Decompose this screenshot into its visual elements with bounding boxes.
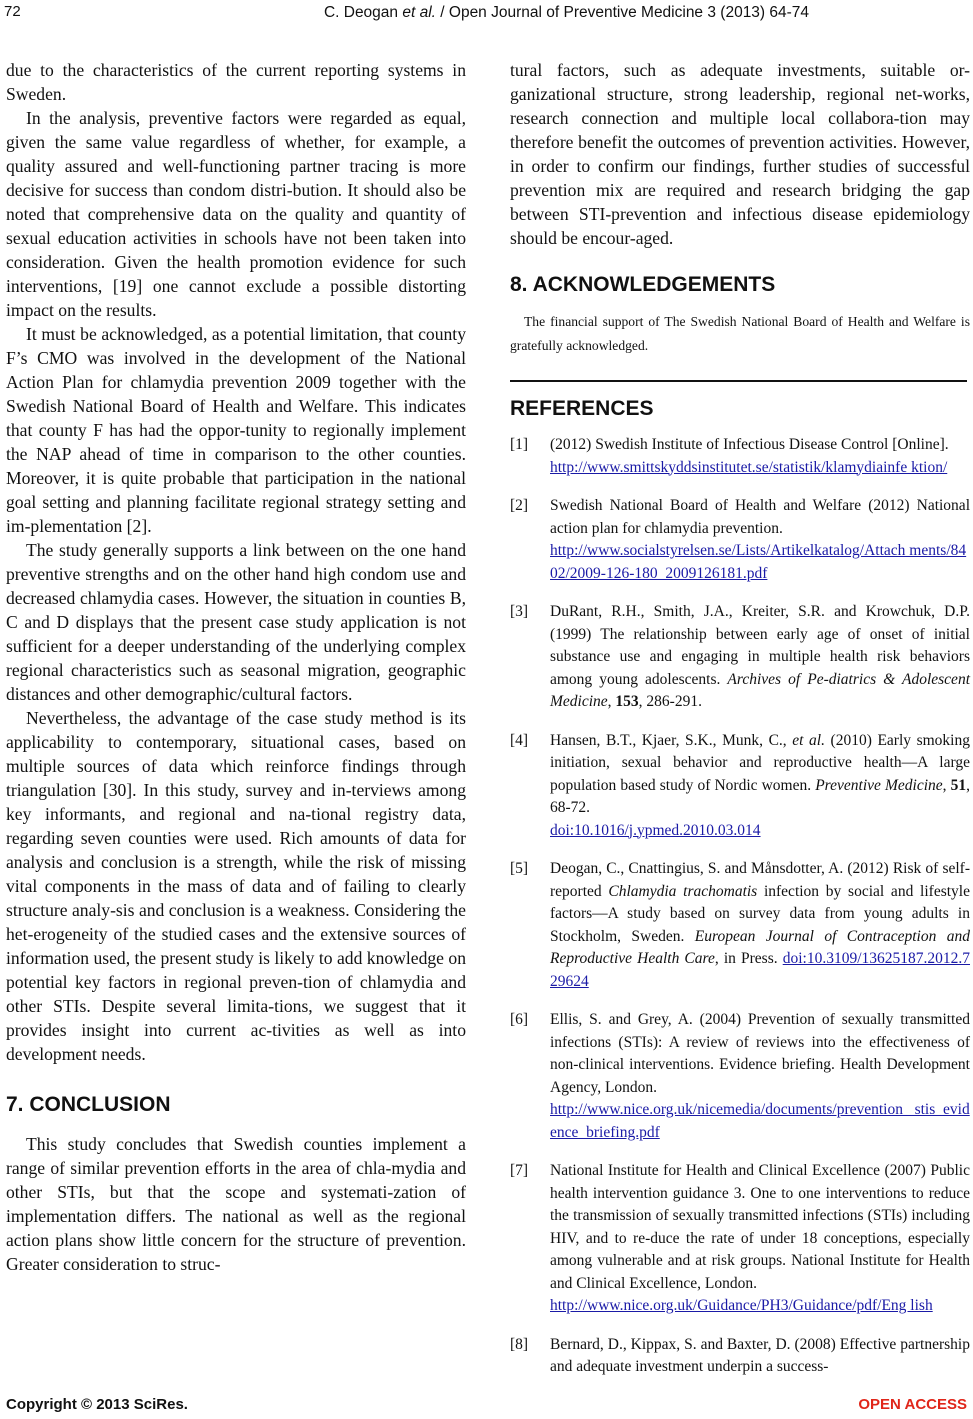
journal-title: / Open Journal of Preventive Medicine 3 (2013) 64-74 xyxy=(435,4,810,21)
reference-number: [7] xyxy=(510,1162,529,1179)
paragraph-conclusion: This study concludes that Swedish counties implement a range of similar prevention efforts in the area of chla-mydia and other STIs, but that the scope and systemati-zation of implementation differs. The national as well as the regional action plans show little concern for the structure of prevention. Greater consideration to struc- xyxy=(6,1134,466,1274)
reference-text xyxy=(550,1160,970,1318)
reference-number: [8] xyxy=(510,1335,529,1353)
journal-authors: C. Deogan xyxy=(323,4,403,21)
reference-number: [6] xyxy=(510,1011,529,1028)
running-head xyxy=(0,0,973,28)
reference-link[interactable]: http://www.nice.org.uk/Guidance/PH3/Guidance/pdf/Eng lish xyxy=(550,1297,933,1314)
reference-citation: Hansen, B.T., Kjaer, S.K., Munk, C., xyxy=(550,731,793,749)
right-column xyxy=(510,58,970,1395)
reference-text: Deogan, C., Cnattingius, S. and Månsdotter, A. (2012) Risk of self-reported Chlamydia trachomatis infection by social and lifestyle factors—A study based on survey data from young adults in Stockholm, Sweden. European Journal of Contraception and Reproductive Health Care, in Press. doi:10.3109/13625187.2012.729624 xyxy=(550,860,970,990)
reference-doi-link[interactable]: doi:10.1016/j.ypmed.2010.03.014 xyxy=(550,821,761,839)
reference-text: Hansen, B.T., Kjaer, S.K., Munk, C., et al. (2010) Early smoking initiation, sexual behavior and reproductive health—A large population based study of Nordic women. Preventive Medicine, 51, 68-72. doi:10.1016/j.ypmed.2010.03.014 xyxy=(550,730,970,843)
reference-link[interactable]: http://www.nice.org.uk/nicemedia/documents/prevention _stis_evidence_briefing.pdf xyxy=(550,1101,970,1141)
reference-5 xyxy=(510,858,970,993)
paragraph-limitation: It must be acknowledged, as a potential limitation, that county F’s CMO was involved in the development of the National Action Plan for chlamydia prevention 2009 together with the Swedish National Board of Health and Welfare. This indicates that county F has had the oppor-tunity to regionally implement the NAP ahead of time in comparison to the other counties. Moreover, it is quite probable that participation in the national goal setting and planning facilitate regional strategy setting and im-plementation [2]. xyxy=(6,324,466,536)
section-divider xyxy=(510,380,967,382)
reference-4 xyxy=(510,730,970,843)
reference-journal: Archives of Pe-diatrics & Adolescent Medicine xyxy=(550,670,970,710)
reference-link[interactable]: http://www.socialstyrelsen.se/Lists/Artikelkatalog/Attach ments/8402/2009-126-180_2009126181.pdf xyxy=(550,542,967,582)
reference-pages: , 68-72. xyxy=(550,776,970,816)
paragraph-case-study: Nevertheless, the advantage of the case study method is its applicability to contemporary, situational cases, based on multiple sources of data which reinforce findings through triangulation [30]. In this study, survey and in-terviews among key informants, and regional and na-tional registry data, regarding seven counties were used. Rich amounts of data for analysis and conclusion is a strength, while the risk of missing vital components in the mass of data and of failing to clearly structure analy-sis and conclusion is a weakness. Considering the het-erogeneity of the studied cases and the extensive sources of information used, the present study is likely to add knowledge on potential key factors in regional preven-tion of chlamydia and other STIs. Despite several limita-tions, we suggest that it provides insight into current ac-tivities as well as into development needs. xyxy=(6,708,466,1064)
reference-citation: Deogan, C., Cnattingius, S. and Månsdotter, A. (2012) Risk of self-reported xyxy=(550,860,970,900)
reference-6 xyxy=(510,1009,970,1144)
reference-3 xyxy=(510,601,970,714)
reference-number: [4] xyxy=(510,731,529,749)
reference-text: DuRant, R.H., Smith, J.A., Kreiter, S.R. and Krowchuk, D.P. (1999) The relationship between early age of onset of initial substance use and engaging in multiple health risk behaviors among young adolescents. Archives of Pe-diatrics & Adolescent Medicine, 153, 286-291. xyxy=(550,603,970,710)
left-column xyxy=(6,58,466,1276)
journal-etal: et al. xyxy=(402,4,436,21)
reference-text xyxy=(550,1009,970,1144)
reference-species: Chlamydia trachomatis xyxy=(608,882,758,900)
reference-citation: National Institute for Health and Clinical Excellence (2007) Public health intervention guidance 3. One to one interventions to reduce the transmission of sexually transmitted infections (STIs) including HIV, and to re-duce the rate of under 18 conceptions, especially among vulnerable and at risk groups. National Institute for Health and Clinical Excellence, London. xyxy=(550,1162,970,1292)
reference-number: [3] xyxy=(510,603,529,620)
reference-text xyxy=(550,1334,970,1379)
reference-2 xyxy=(510,495,970,585)
references-heading: REFERENCES xyxy=(510,397,654,420)
acknowledgements-heading: 8. ACKNOWLEDGEMENTS xyxy=(510,273,776,296)
reference-text xyxy=(550,495,970,585)
reference-link[interactable]: http://www.smittskyddsinstitutet.se/statistik/klamydiainfe ktion/ xyxy=(550,458,948,476)
acknowledgements-text: The financial support of The Swedish National Board of Health and Welfare is gratefully acknowledged. xyxy=(510,314,970,353)
paragraph-structural-factors: tural factors, such as adequate investments, suitable or-ganizational structure, strong leadership, regional net-works, research connection and multiple local collabora-tion may therefore benefit the outcomes of prevention activities. However, in order to confirm our findings, further studies of successful prevention mix are required and research bridging the gap between STI-prevention and infectious disease epidemiology should be encour-aged. xyxy=(510,60,970,248)
reference-8 xyxy=(510,1334,970,1379)
reference-text xyxy=(550,434,970,479)
page-number: 72 xyxy=(4,3,21,20)
paragraph-reporting-systems: due to the characteristics of the current reporting systems in Sweden. xyxy=(6,60,466,104)
open-access-label: OPEN ACCESS xyxy=(858,1396,967,1413)
paragraph-study-support: The study generally supports a link between on the one hand preventive strengths and on the other hand high condom use and decreased chlamydia cases. However, the situation in counties B, C and D displays that the present case study application is not sufficient for a deeper understanding of the underlying complex regional characteristics such as seasonal migration, geographic distances and other demographic/cultural factors. xyxy=(6,540,466,704)
reference-1 xyxy=(510,434,970,479)
reference-citation: Bernard, D., Kippax, S. and Baxter, D. (2008) Effective partnership and adequate investment underpin a success- xyxy=(550,1335,970,1375)
reference-journal: Preventive Medicine xyxy=(815,776,943,794)
reference-volume: 153 xyxy=(615,693,639,710)
reference-number: [2] xyxy=(510,497,529,514)
reference-number: [5] xyxy=(510,860,529,877)
journal-citation-header xyxy=(180,4,953,22)
reference-volume: 51 xyxy=(950,776,967,794)
reference-citation: DuRant, R.H., Smith, J.A., Kreiter, S.R. and Krowchuk, D.P. (1999) The relationship between early age of onset of initial substance use and engaging in multiple health risk behaviors among young adolescents. xyxy=(550,603,970,688)
conclusion-heading: 7. CONCLUSION xyxy=(6,1093,171,1116)
reference-citation: Ellis, S. and Grey, A. (2004) Prevention of sexually transmitted infections (STIs): A review of reviews into the effectiveness of non-clinical interventions. Evidence briefing. Health Development Agency, London. xyxy=(550,1011,970,1096)
reference-journal: European Journal of Contraception and Reproductive Health Care xyxy=(550,927,970,967)
reference-doi-link[interactable]: doi:10.3109/13625187.2012.729624 xyxy=(550,950,970,990)
reference-pages: , 286-291. xyxy=(638,693,702,710)
reference-number: [1] xyxy=(510,436,529,453)
paragraph-analysis: In the analysis, preventive factors were regarded as equal, given the same value regardless of whether, for example, a quality assured and well-functioning partner tracing is more decisive for success than condom distri-bution. It should also be noted that comprehensive data on the quality and quantity of sexual education activities in schools have not been taken into consideration. Given the health promotion evidence for such interventions, [19] one cannot exclude a possible distorting impact on the results. xyxy=(6,108,466,320)
reference-citation: Swedish National Board of Health and Welfare (2012) National action plan for chlamydia prevention. xyxy=(550,497,970,537)
reference-7 xyxy=(510,1160,970,1318)
reference-citation: (2012) Swedish Institute of Infectious Disease Control [Online]. xyxy=(550,436,949,453)
copyright-footer: Copyright © 2013 SciRes. xyxy=(6,1396,188,1413)
